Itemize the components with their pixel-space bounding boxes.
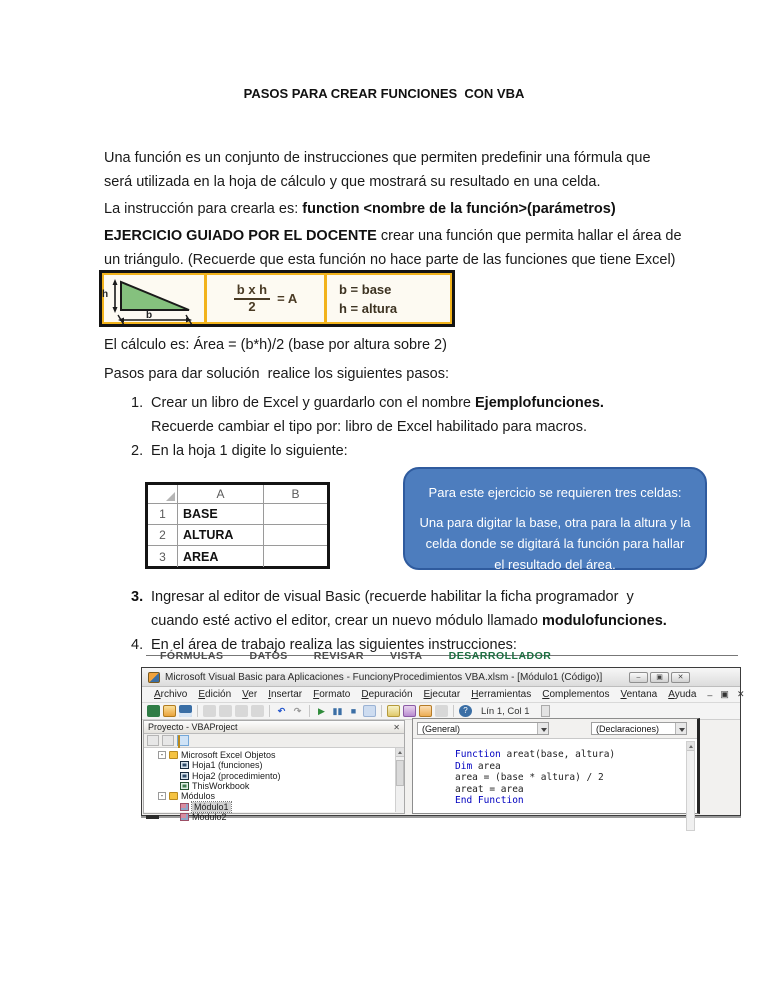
callout-line-1: Para este ejercicio se requieren tres celdas: [428,485,682,500]
column-header-b[interactable]: B [264,485,327,504]
exercise-text: crear una función que permita hallar el área de un triángulo. (Recuerde que esta función no hace parte de las funciones que tiene Excel) [104,228,686,268]
view-code-icon[interactable] [147,735,159,746]
stop-icon[interactable]: ■ [350,706,357,716]
code-combo-row [413,719,697,739]
intro-paragraph-1: Una función es un conjunto de instrucciones que permiten predefinir una fórmula que será utilizada en la hoja de cálculo y que mostrará su resultado en una celda. [104,150,655,190]
cell-b3[interactable] [264,546,327,567]
tree-label: Hoja2 (procedimiento) [192,770,281,781]
list-text-3 [151,585,679,633]
code-line-4: areat = area [455,783,524,795]
list-number-3: 3. [131,589,144,605]
project-panel-title: Proyecto - VBAProject [148,722,238,732]
toolbar-separator [269,705,270,717]
list-text-4: En el área de trabajo realiza las siguientes instrucciones: [151,637,517,653]
menu-ventana[interactable]: Ventana [620,689,658,700]
tree-item-thisworkbook[interactable] [158,781,404,791]
design-mode-icon[interactable] [363,705,376,717]
insert-userform-icon[interactable] [163,705,176,717]
vba-menu-bar [142,687,745,703]
tip-callout [403,467,707,570]
undo-icon[interactable]: ↶ [277,706,286,716]
project-explorer-panel [143,720,405,822]
procedure-dropdown[interactable] [591,722,687,735]
menu-ver[interactable]: Ver [242,689,258,700]
sheet-row-2 [148,525,327,546]
module-icon [180,803,189,811]
menu-edicion[interactable]: Edición [198,689,232,700]
callout-line-2: Una para digitar la base, otra para la altura y la celda donde se digitará la función para hallar el resultado del área. [419,515,691,572]
triangle-figure [99,270,455,327]
object-dropdown-value: (General) [422,723,461,734]
vba-window-title: Microsoft Visual Basic para Aplicaciones - FuncionyProcedimientos VBA.xlsm - [Módulo1 (Código)] [165,671,603,683]
legend-height: h = altura [339,300,398,316]
toolbar-separator [453,705,454,717]
formula-result: = A [277,291,298,306]
steps-intro: Pasos para dar solución realice los siguientes pasos: [104,366,449,382]
worksheet-icon [180,772,189,780]
cropped-excel-ribbon [146,650,738,667]
tree-item-hoja2[interactable] [158,771,404,781]
vba-title-bar[interactable] [142,668,740,687]
sheet-row-3 [148,546,327,567]
list-number-1: 1. [131,395,144,411]
minimize-button[interactable]: – [629,672,648,683]
paste-icon[interactable] [235,705,248,717]
menu-depuracion[interactable]: Depuración [361,689,413,700]
formula-numerator: b x h [234,283,270,300]
formula-denominator: 2 [248,299,256,314]
menu-complementos[interactable]: Complementos [542,689,610,700]
row-number-3[interactable]: 3 [148,546,178,567]
step1-filename: Ejemplofunciones. [475,395,604,411]
list-number-2: 2. [131,443,144,459]
select-all-cell[interactable] [148,485,178,504]
project-panel-close-icon[interactable]: ✕ [393,722,400,732]
menu-archivo[interactable]: Archivo [154,689,188,700]
object-dropdown[interactable] [417,722,549,735]
cropped-artifact [146,815,159,819]
ribbon-tab-formulas[interactable]: FÓRMULAS [160,650,224,662]
row-number-1[interactable]: 1 [148,504,178,525]
vba-app-icon [148,672,160,683]
view-object-icon[interactable] [162,735,174,746]
list-number-4: 4. [131,637,144,653]
menu-ejecutar[interactable]: Ejecutar [423,689,461,700]
worksheet-icon [180,761,189,769]
properties-window-icon[interactable] [403,705,416,717]
mdi-window-controls [707,689,744,700]
code-editor[interactable] [413,739,697,833]
toggle-folders-icon[interactable] [177,735,189,746]
cell-b2[interactable] [264,525,327,546]
mdi-minimize-icon[interactable]: – [707,689,713,700]
project-panel-toolbar [144,734,404,748]
scroll-up-icon[interactable] [687,742,694,751]
project-tree [144,748,404,822]
ribbon-tab-revisar[interactable]: REVISAR [313,650,364,662]
cut-icon[interactable] [203,705,216,717]
menu-formato[interactable]: Formato [313,689,351,700]
base-label: b [146,310,153,321]
excel-sheet-snippet [145,482,330,569]
object-browser-icon[interactable] [419,705,432,717]
project-panel-header[interactable] [144,721,404,734]
list-item-1 [131,391,671,439]
save-icon[interactable] [179,705,192,717]
row-number-2[interactable]: 2 [148,525,178,546]
excel-view-icon[interactable] [147,705,160,717]
area-formula-fraction [234,283,270,315]
list-text-2: En la hoja 1 digite lo siguiente: [151,443,348,459]
line-col-indicator: Lín 1, Col 1 [481,705,530,717]
menu-insertar[interactable]: Insertar [268,689,303,700]
code-window [412,718,700,814]
tree-label-selected: Módulo1 [194,801,229,812]
intro-paragraph-2 [104,197,704,221]
procedure-dropdown-value: (Declaraciones) [596,723,660,734]
code-keyword: Function [455,749,501,760]
code-line-3: area = (base * altura) / 2 [455,772,604,784]
dropdown-arrow-icon[interactable] [537,723,548,734]
page-title: PASOS PARA CREAR FUNCIONES CON VBA [243,86,525,101]
pause-icon[interactable]: ▮▮ [332,706,343,716]
redo-icon[interactable]: ↷ [293,706,302,716]
code-text: areat(base, altura) [500,749,616,760]
tree-label: Hoja1 (funciones) [192,760,263,771]
module-icon [180,813,189,821]
tree-label: ThisWorkbook [192,781,250,792]
legend-base: b = base [339,281,392,297]
calculation-line: El cálculo es: Área = (b*h)/2 (base por altura sobre 2) [104,337,447,353]
mdi-close-icon[interactable]: ✕ [736,689,745,699]
close-button[interactable]: ✕ [671,672,690,683]
help-icon[interactable]: ? [459,705,472,717]
vba-editor-window [141,667,745,822]
project-explorer-icon[interactable] [387,705,400,717]
figure-legend-cell [324,273,448,324]
toolbar-options-dropdown-icon[interactable] [541,705,550,717]
tree-label: Módulo2 [192,811,227,822]
tree-folder-modulos[interactable] [158,791,404,801]
tree-item-modulo1[interactable] [158,801,404,811]
ribbon-tab-vista[interactable]: VISTA [389,650,423,662]
triangle-diagram [105,276,201,327]
dropdown-arrow-icon[interactable] [675,723,686,734]
menu-ayuda[interactable]: Ayuda [668,689,697,700]
window-controls [629,672,690,683]
project-tree-scrollbar[interactable] [395,748,404,812]
exercise-heading: EJERCICIO GUIADO POR EL DOCENTE [104,228,377,244]
instruction-syntax: function <nombre de la función>(parámetros) [302,201,616,217]
collapse-icon[interactable]: - [158,751,166,759]
tree-folder-excel-objects[interactable] [158,750,404,760]
cell-a3[interactable]: AREA [178,546,264,567]
cell-b1[interactable] [264,504,327,525]
scrollbar-thumb[interactable] [396,760,404,786]
workbook-icon [180,782,189,790]
collapse-icon[interactable]: - [158,792,166,800]
code-line-2 [455,761,683,773]
code-line-1 [455,749,683,761]
code-text: area [472,760,501,772]
list-text-1 [151,391,656,439]
select-all-triangle-icon [166,492,175,501]
instruction-prefix: La instrucción para crearla es: [104,201,303,217]
cell-a1[interactable]: BASE [178,504,264,525]
intro-paragraph-3 [104,224,686,272]
tree-label: Microsoft Excel Objetos [181,750,276,761]
tree-label: Módulos [181,791,216,802]
mdi-restore-icon[interactable]: ▣ [720,689,729,699]
area-formula-cell [204,273,324,324]
ribbon-tab-desarrollador[interactable]: DESARROLLADOR [448,650,552,662]
folder-icon [169,792,178,800]
ribbon-tab-datos[interactable]: DATOS [249,650,288,662]
code-line-5: End Function [455,795,524,807]
list-item-3 [131,585,691,633]
step1-text-c: Recuerde cambiar el tipo por: libro de Excel habilitado para macros. [151,395,608,435]
height-label: h [102,289,109,300]
code-scrollbar[interactable] [686,741,695,831]
list-item-2 [131,439,671,463]
tree-item-modulo2[interactable] [158,812,404,822]
toolbar-separator [197,705,198,717]
sheet-header-row [148,485,327,504]
step3-module-name: modulofunciones. [541,613,667,629]
triangle-figure-diagram-cell [102,273,204,324]
toolbar-separator [381,705,382,717]
cell-a2[interactable]: ALTURA [178,525,264,546]
code-keyword: Dim [455,760,473,772]
step1-text-a: Crear un libro de Excel y guardarlo con el nombre [151,395,475,411]
toolbar-separator [309,705,310,717]
folder-icon [169,751,178,759]
restore-button[interactable]: ▣ [650,672,669,683]
tree-item-hoja1[interactable] [158,760,404,770]
column-header-a[interactable]: A [178,485,264,504]
copy-icon[interactable] [219,705,232,717]
scroll-up-icon[interactable] [396,748,404,757]
run-icon[interactable]: ▶ [318,706,325,716]
menu-herramientas[interactable]: Herramientas [471,689,532,700]
step3-text-a: Ingresar al editor de visual Basic (recuerde habilitar la ficha programador y cuando esté activo el editor, crear un nuevo módulo llamado [151,589,638,629]
sheet-row-1 [148,504,327,525]
toolbox-icon[interactable] [435,705,448,717]
find-icon[interactable] [251,705,264,717]
